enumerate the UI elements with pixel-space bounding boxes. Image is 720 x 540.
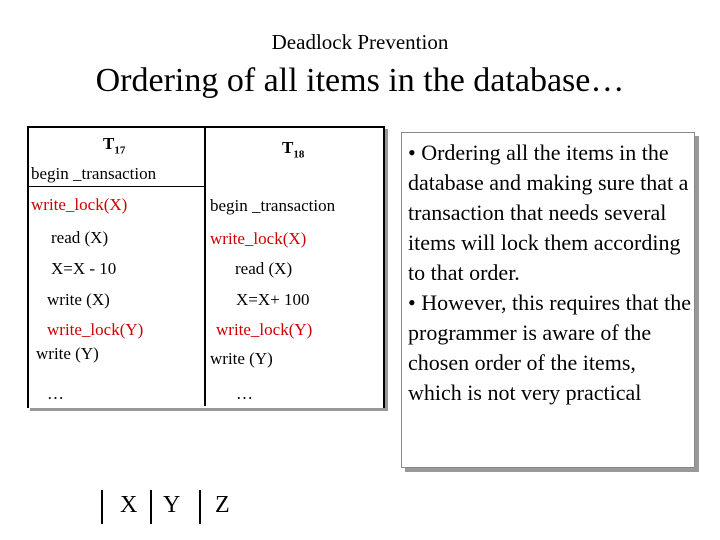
order-divider — [150, 490, 152, 524]
explanation-bullet: • Ordering all the items in the database and making sure that a transaction that needs several items will lock them according to that order. — [408, 140, 689, 285]
t18-header-subscript: 18 — [293, 148, 305, 161]
t17-op: X=X - 10 — [51, 259, 117, 278]
slide-title: Ordering of all items in the database… — [95, 62, 625, 99]
order-item-x: X — [120, 492, 138, 518]
t18-op: write (Y) — [210, 349, 273, 368]
t18-op: write_lock(Y) — [216, 320, 313, 339]
t18-op: write_lock(X) — [210, 229, 307, 248]
t18-op: begin _transaction — [210, 196, 336, 215]
column-divider — [204, 126, 206, 406]
t17-op: write (Y) — [36, 344, 99, 363]
t18-header-label: T — [282, 138, 294, 157]
t17-header-subscript: 17 — [114, 144, 126, 157]
t18-op: … — [236, 384, 253, 403]
explanation-box — [401, 132, 695, 468]
t17-header-label: T — [103, 134, 115, 153]
order-item-z: Z — [215, 492, 230, 518]
order-divider — [101, 490, 103, 524]
t17-op: write_lock(X) — [31, 195, 128, 214]
t17-op: write (X) — [47, 290, 110, 309]
explanation-bullet: • However, this requires that the programmer is aware of the chosen order of the items, which is not very practical — [408, 290, 691, 405]
order-divider — [199, 490, 201, 524]
header-divider — [27, 186, 205, 187]
t18-op: X=X+ 100 — [236, 290, 310, 309]
t17-op: begin _transaction — [31, 164, 157, 183]
t17-op: write_lock(Y) — [47, 320, 144, 339]
t18-header — [282, 138, 304, 160]
t18-op: read (X) — [235, 259, 293, 278]
t17-op: read (X) — [51, 228, 109, 247]
order-item-y: Y — [163, 492, 181, 518]
slide-subtitle: Deadlock Prevention — [271, 30, 449, 54]
t17-op: … — [47, 384, 64, 403]
t17-header — [103, 134, 125, 156]
